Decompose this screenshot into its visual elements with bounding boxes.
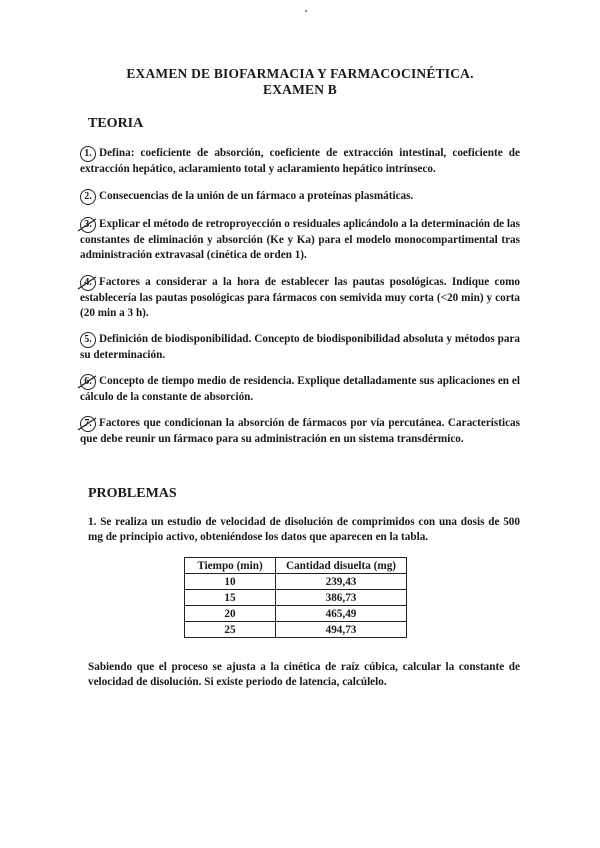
question-1 bbox=[80, 146, 520, 177]
table-header-amount: Cantidad disuelta (mg) bbox=[276, 558, 407, 574]
problemas-heading: PROBLEMAS bbox=[88, 486, 177, 501]
table-cell-time: 20 bbox=[185, 606, 276, 622]
question-4 bbox=[80, 275, 520, 321]
table-header-time: Tiempo (min) bbox=[185, 558, 276, 574]
question-text-1: Defina: coeficiente de absorción, coeficiente de extracción intestinal, coeficiente de extracción hepático, aclaramiento total y aclaramiento hepático intrínseco. bbox=[80, 147, 520, 175]
table-header-row bbox=[185, 558, 407, 574]
question-text-6: Concepto de tiempo medio de residencia. Explique detalladamente sus aplicaciones en el cálculo de la constante de absorción. bbox=[80, 375, 520, 403]
question-number-7: 7. bbox=[80, 416, 96, 432]
question-text-2: Consecuencias de la unión de un fármaco a proteínas plasmáticas. bbox=[99, 190, 414, 202]
question-number-6: 6. bbox=[80, 374, 96, 390]
question-3 bbox=[80, 217, 520, 263]
table-cell-time: 25 bbox=[185, 622, 276, 638]
problem-1-intro: 1. Se realiza un estudio de velocidad de disolución de comprimidos con una dosis de 500 mg de principio activo, obteniéndose los datos que aparecen en la tabla. bbox=[88, 516, 520, 543]
question-6 bbox=[80, 374, 520, 405]
problem-1-question: Sabiendo que el proceso se ajusta a la cinética de raíz cúbica, calcular la constante de velocidad de disolución. Si existe periodo de latencia, calcúlelo. bbox=[88, 661, 520, 688]
question-text-7: Factores que condicionan la absorción de fármacos por vía percutánea. Características que debe reunir un fármaco para su administración en un sistema transdérmico. bbox=[80, 417, 520, 445]
question-text-3: Explicar el método de retroproyección o residuales aplicándolo a la determinación de las constantes de eliminación y absorción (Ke y Ka) para el modelo monocompartimental tras administración extravasal (cinética de orden 1). bbox=[80, 218, 520, 261]
table-cell-amount: 386,73 bbox=[276, 590, 407, 606]
scan-speck bbox=[305, 10, 307, 12]
question-text-4: Factores a considerar a la hora de establecer las pautas posológicas. Indique como establecería las pautas posológicas para fármacos con semivida muy corta (<20 min) y corta (20 min a 3 h). bbox=[80, 276, 520, 319]
table-cell-amount: 239,43 bbox=[276, 574, 407, 590]
table-row bbox=[185, 606, 407, 622]
exam-subtitle: EXAMEN B bbox=[263, 82, 337, 97]
question-number-4: 4. bbox=[80, 275, 96, 291]
table-cell-amount: 494,73 bbox=[276, 622, 407, 638]
question-7 bbox=[80, 416, 520, 447]
table-row bbox=[185, 590, 407, 606]
table-cell-amount: 465,49 bbox=[276, 606, 407, 622]
question-text-5: Definición de biodisponibilidad. Concepto de biodisponibilidad absoluta y métodos para su determinación. bbox=[80, 333, 520, 361]
question-number-1: 1. bbox=[80, 146, 96, 162]
dissolution-table bbox=[184, 557, 407, 638]
table-row bbox=[185, 574, 407, 590]
table-row bbox=[185, 622, 407, 638]
question-number-2: 2. bbox=[80, 189, 96, 205]
table-cell-time: 15 bbox=[185, 590, 276, 606]
question-2 bbox=[80, 189, 520, 205]
teoria-heading: TEORIA bbox=[88, 116, 144, 131]
exam-title: EXAMEN DE BIOFARMACIA Y FARMACOCINÉTICA. bbox=[126, 66, 474, 81]
table-cell-time: 10 bbox=[185, 574, 276, 590]
question-5 bbox=[80, 332, 520, 363]
question-number-3: 3. bbox=[80, 217, 96, 233]
question-number-5: 5. bbox=[80, 332, 96, 348]
